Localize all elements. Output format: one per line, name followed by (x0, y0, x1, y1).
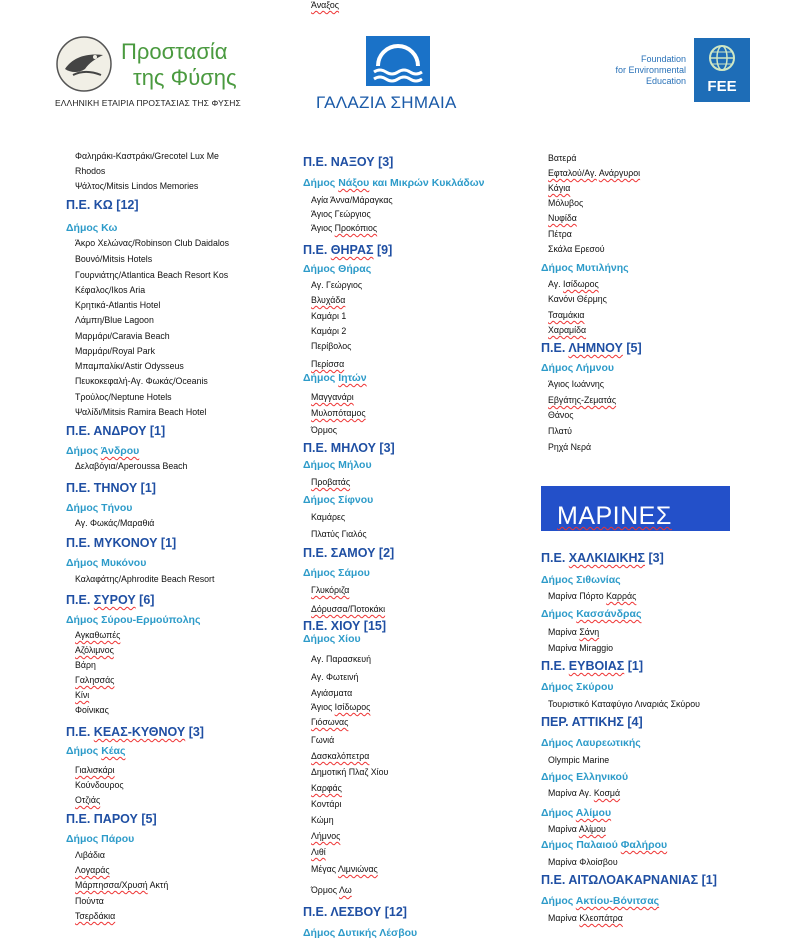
municipality-heading: Δήμος Αλίμου (541, 807, 612, 819)
municipality-heading: Δήμος Σκύρου (541, 681, 614, 693)
location-item: Αζόλιμνος (75, 645, 114, 655)
fee-abbr: FEE (707, 78, 737, 95)
municipality-heading: Δήμος Ιητών (303, 372, 367, 384)
location-item: Άγιος Προκόπιος (311, 223, 378, 233)
prefecture-heading: Π.Ε. ΝΑΞΟΥ [3] (303, 155, 394, 169)
municipality-heading: Δήμος Χίου (303, 633, 361, 645)
location-item: Δημοτική Πλαζ Χίου (311, 767, 389, 777)
prefecture-heading: Π.Ε. ΘΗΡΑΣ [9] (303, 243, 393, 257)
fee-logo (610, 38, 750, 108)
location-item: Μαρίνα Πόρτο Καρράς (548, 591, 637, 601)
location-item: Όρμος (311, 425, 338, 435)
prefecture-heading: Π.Ε. ΑΝΔΡΟΥ [1] (66, 424, 166, 438)
location-item: Rhodos (75, 166, 106, 176)
prefecture-heading: Π.Ε. ΛΗΜΝΟΥ [5] (541, 341, 642, 355)
location-item: Θάνος (548, 410, 574, 420)
location-item: Μαρίνα Αλίμου (548, 824, 606, 834)
prefecture-heading: Π.Ε. ΤΗΝΟΥ [1] (66, 481, 156, 495)
location-item: Λιβάδια (75, 850, 105, 860)
location-item: Αγ. Φωτεινή (311, 672, 359, 682)
ellet-logo (55, 35, 255, 115)
location-item: Γωνιά (311, 735, 335, 745)
location-item: Αγιάσματα (311, 688, 353, 698)
location-item: Τρούλος/Neptune Hotels (75, 392, 172, 402)
location-item: Κανόνι Θέρμης (548, 294, 607, 304)
municipality-heading: Δήμος Μυτιλήνης (541, 262, 629, 274)
municipality-heading: Δήμος Θήρας (303, 263, 372, 275)
location-item: Εφταλού/Αγ. Ανάργυροι (548, 168, 641, 178)
org-name-line2: της Φύσης (133, 65, 237, 90)
location-item: Γουρνιάτης/Atlantica Beach Resort Kos (75, 270, 229, 280)
location-item: Μπαμπαλίκι/Astir Odysseus (75, 361, 184, 371)
location-item: Μάρπησσα/Χρυσή Ακτή (75, 880, 169, 890)
municipality-heading: Δήμος Άνδρου (66, 445, 140, 457)
location-item: Πέτρα (548, 229, 572, 239)
blue-flag-label: ΓΑΛΑΖΙΑ ΣΗΜΑΙΑ (316, 93, 457, 112)
municipality-heading: Δήμος Νάξου και Μικρών Κυκλάδων (303, 177, 485, 189)
location-item: Κοντάρι (311, 799, 342, 809)
location-item: Δασκαλόπετρα (311, 751, 370, 761)
prefecture-heading: Π.Ε. ΣΑΜΟΥ [2] (303, 546, 395, 560)
blue-flag-logo (316, 36, 486, 116)
location-item: Λιθί (311, 847, 326, 857)
location-item: Αγ. Ισίδωρος (548, 279, 599, 289)
globe-icon (708, 44, 736, 72)
location-item: Φαληράκι-Καστράκι/Grecotel Lux Me (75, 151, 219, 161)
location-item: Πλατύς Γιαλός (311, 529, 367, 539)
location-item: Όρμος Λω (311, 885, 352, 895)
prefecture-heading: Π.Ε. ΠΑΡΟΥ [5] (66, 812, 157, 826)
location-item: Οτζιάς (75, 795, 101, 805)
location-item: Χαραμίδα (548, 325, 587, 335)
location-item: Νυφίδα (548, 213, 577, 223)
prefecture-heading: Π.Ε. ΛΕΣΒΟΥ [12] (303, 905, 407, 919)
location-item: Καμάρι 2 (311, 326, 347, 336)
location-item: Άναξος (311, 0, 340, 10)
location-item: Πλατύ (548, 426, 572, 436)
location-item: Μέγας Λιμνιώνας (311, 864, 378, 874)
municipality-heading: Δήμος Μυκόνου (66, 557, 147, 569)
location-item: Κρητικά-Atlantis Hotel (75, 300, 161, 310)
prefecture-heading: Π.Ε. ΑΙΤΩΛΟΑΚΑΡΝΑΝΙΑΣ [1] (541, 873, 717, 887)
location-item: Δόρυσσα/Ποτοκάκι (311, 604, 386, 614)
bird-emblem-icon (55, 35, 113, 93)
location-item: Λήμνος (311, 831, 341, 841)
location-item: Τσαμάκια (548, 310, 585, 320)
prefecture-heading: Π.Ε. ΧΑΛΚΙΔΙΚΗΣ [3] (541, 551, 664, 565)
marinas-banner: ΜΑΡΙΝΕΣ (541, 486, 730, 531)
location-item: Κώμη (311, 815, 334, 825)
location-item: Αγ. Παρασκευή (311, 654, 371, 664)
prefecture-heading: Π.Ε. ΧΙΟΥ [15] (303, 619, 387, 633)
municipality-heading: Δήμος Σίφνου (303, 494, 374, 506)
location-item: Περίβολος (311, 341, 352, 351)
prefecture-heading: Π.Ε. ΕΥΒΟΙΑΣ [1] (541, 659, 643, 673)
location-item: Τουριστικό Καταφύγιο Λιναριάς Σκύρου (548, 699, 700, 709)
municipality-heading: Δήμος Ελληνικού (541, 771, 629, 783)
location-item: Καμάρες (311, 512, 346, 522)
location-item: Μόλυβος (548, 198, 584, 208)
location-item: Πούντα (75, 896, 104, 906)
location-item: Κίνι (75, 690, 90, 700)
location-item: Μαρίνα Σάνη (548, 627, 600, 637)
location-item: Μυλοπόταμος (311, 408, 366, 418)
location-item: Πευκοκεφαλή-Αγ. Φωκάς/Oceanis (75, 376, 208, 386)
location-item: Κέφαλος/Ikos Aria (75, 285, 146, 295)
municipality-heading: Δήμος Δυτικής Λέσβου (303, 927, 418, 939)
location-item: Ψαλίδι/Mitsis Ramira Beach Hotel (75, 407, 207, 417)
municipality-heading: Δήμος Λαυρεωτικής (541, 737, 641, 749)
fee-badge (694, 38, 750, 102)
location-item: Δελαβόγια/Aperoussa Beach (75, 461, 188, 471)
location-item: Γιαλισκάρι (75, 765, 115, 775)
location-item: Καλαφάτης/Aphrodite Beach Resort (75, 574, 215, 584)
municipality-heading: Δήμος Κασσάνδρας (541, 608, 642, 620)
prefecture-heading: Π.Ε. ΚΕΑΣ-ΚΥΘΝΟΥ [3] (66, 725, 204, 739)
location-item: Αγ. Φωκάς/Μαραθιά (75, 518, 155, 528)
location-item: Μαγγανάρι (311, 392, 354, 402)
location-item: Κάγια (548, 183, 571, 193)
location-item: Βατερά (548, 153, 577, 163)
prefecture-heading: Π.Ε. ΜΥΚΟΝΟΥ [1] (66, 536, 177, 550)
location-item: Μαρίνα Κλεοπάτρα (548, 913, 623, 923)
municipality-heading: Δήμος Παλαιού Φαλήρου (541, 839, 668, 851)
org-name-line1: Προστασία (121, 39, 228, 64)
location-item: Λάμπη/Blue Lagoon (75, 315, 154, 325)
location-item: Καρφάς (311, 783, 342, 793)
municipality-heading: Δήμος Τήνου (66, 502, 133, 514)
location-item: Λογαράς (75, 865, 110, 875)
municipality-heading: Δήμος Σάμου (303, 567, 370, 579)
location-item: Αγία Άννα/Μάραγκας (311, 195, 393, 205)
location-item: Εβγάτης-Ζεματάς (548, 395, 617, 405)
org-subtitle: ΕΛΛΗΝΙΚΗ ΕΤΑΙΡΙΑ ΠΡΟΣΤΑΣΙΑΣ ΤΗΣ ΦΥΣΗΣ (55, 98, 241, 108)
location-item: Ρηχά Νερά (548, 442, 592, 452)
location-item: Γαλησσάς (75, 675, 115, 685)
location-item: Αγ. Γεώργιος (311, 280, 363, 290)
location-item: Σκάλα Ερεσού (548, 244, 605, 254)
location-item: Βάρη (75, 660, 96, 670)
prefecture-heading: Π.Ε. ΜΗΛΟΥ [3] (303, 441, 395, 455)
location-item: Άγιος Ιωάννης (548, 379, 604, 389)
location-item: Βουνό/Mitsis Hotels (75, 254, 153, 264)
location-item: Μαρίνα Αγ. Κοσμά (548, 788, 621, 798)
location-item: Γλυκόριζα (311, 585, 350, 595)
location-item: Μαρμάρι/Caravia Beach (75, 331, 170, 341)
location-item: Περίσσα (311, 359, 345, 369)
location-item: Προβατάς (311, 477, 351, 487)
location-item: Άγιος Ισίδωρος (311, 702, 371, 712)
municipality-heading: Δήμος Λήμνου (541, 362, 614, 374)
location-item: Γιόσωνας (311, 717, 349, 727)
municipality-heading: Δήμος Μήλου (303, 459, 372, 471)
location-item: Ψάλτος/Mitsis Lindos Memories (75, 181, 199, 191)
municipality-heading: Δήμος Κω (66, 222, 118, 234)
municipality-heading: Δήμος Σύρου-Ερμούπολης (66, 614, 201, 626)
prefecture-heading: Π.Ε. ΚΩ [12] (66, 198, 139, 212)
location-item: Μαρίνα Φλοίσβου (548, 857, 618, 867)
location-item: Τσερδάκια (75, 911, 116, 921)
location-item: Μαρμάρι/Royal Park (75, 346, 155, 356)
fee-full-name: Foundation for Environmental Education (615, 54, 686, 86)
blue-flag-icon (366, 36, 430, 86)
prefecture-heading: Π.Ε. ΣΥΡΟΥ [6] (66, 593, 155, 607)
prefecture-heading: ΠΕΡ. ΑΤΤΙΚΗΣ [4] (541, 715, 643, 729)
location-item: Olympic Marine (548, 755, 610, 765)
municipality-heading: Δήμος Σιθωνίας (541, 574, 621, 586)
municipality-heading: Δήμος Ακτίου-Βόνιτσας (541, 895, 660, 907)
location-item: Μαρίνα Miraggio (548, 643, 614, 653)
location-item: Αγκαθωπές (75, 630, 121, 640)
municipality-heading: Δήμος Πάρου (66, 833, 135, 845)
location-item: Βλυχάδα (311, 295, 346, 305)
location-item: Καμάρι 1 (311, 311, 347, 321)
municipality-heading: Δήμος Κέας (66, 745, 126, 757)
location-item: Άκρο Χελώνας/Robinson Club Daidalos (75, 238, 230, 248)
location-item: Άγιος Γεώργιος (311, 209, 371, 219)
location-item: Κούνδουρος (75, 780, 124, 790)
location-item: Φοίνικας (75, 705, 109, 715)
